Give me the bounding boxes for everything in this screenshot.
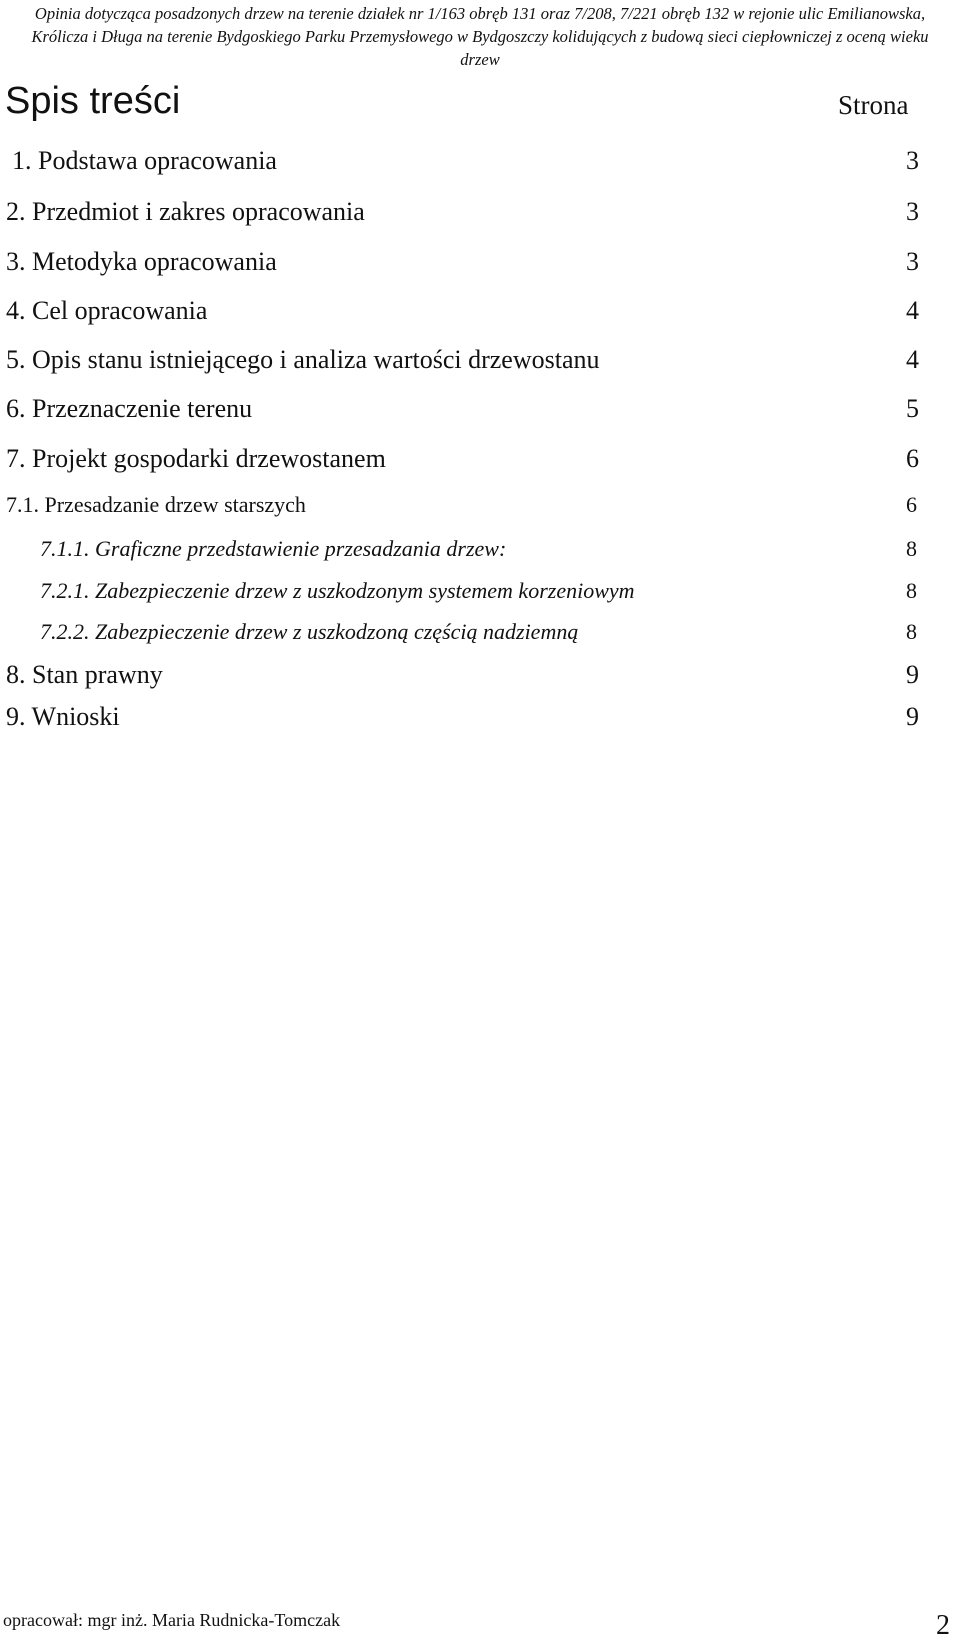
toc-entry[interactable] [0, 442, 960, 478]
toc-entry-page: 5 [906, 394, 919, 423]
page-column-label: Strona [838, 90, 909, 120]
toc-entry-label: 5. Opis stanu istniejącego i analiza wartości drzewostanu [6, 345, 600, 374]
header-line-3: drzew [460, 50, 500, 69]
toc-entry-label: 4. Cel opracowania [6, 296, 208, 325]
toc-entry-label: 6. Przeznaczenie terenu [6, 394, 253, 423]
toc-entry-page: 6 [906, 492, 917, 517]
toc-entry-page: 8 [906, 619, 917, 644]
page-number: 2 [936, 1610, 950, 1641]
toc-entry-label: 7.2.2. Zabezpieczenie drzew z uszkodzoną częścią nadziemną [40, 619, 579, 644]
toc-entry-page: 3 [906, 197, 919, 226]
toc-entry-label: 1. Podstawa opracowania [12, 146, 277, 175]
toc-entry[interactable] [0, 700, 960, 736]
toc-entry-page: 8 [906, 578, 917, 603]
toc-entry-label: 9. Wnioski [6, 702, 120, 731]
toc-entry[interactable] [0, 343, 960, 379]
toc-entry[interactable] [0, 534, 960, 570]
footer-author: opracował: mgr inż. Maria Rudnicka-Tomczak [3, 1610, 341, 1630]
toc-entry[interactable] [0, 195, 960, 231]
toc-entry[interactable] [0, 245, 960, 281]
toc-entry-label: 7.2.1. Zabezpieczenie drzew z uszkodzonym systemem korzeniowym [40, 578, 635, 603]
toc-entry[interactable] [0, 576, 960, 612]
toc-entry[interactable] [0, 617, 960, 653]
header-line-2: Królicza i Długa na terenie Bydgoskiego Parku Przemysłowego w Bydgoszczy kolidujących z budową sieci ciepłowniczej z oceną wieku [31, 27, 929, 46]
toc-entry[interactable] [0, 658, 960, 694]
toc-entry[interactable] [0, 490, 960, 526]
toc-entry-label: 3. Metodyka opracowania [6, 247, 277, 276]
document-header [0, 0, 960, 71]
toc-entry-page: 6 [906, 444, 919, 473]
toc-entry-page: 8 [906, 536, 917, 561]
toc-entry-page: 9 [906, 702, 919, 731]
toc-entry[interactable] [0, 144, 960, 180]
toc-entry-label: 2. Przedmiot i zakres opracowania [6, 197, 365, 226]
toc-entry[interactable] [0, 392, 960, 428]
toc-entry-page: 9 [906, 660, 919, 689]
toc-entry-page: 3 [906, 146, 919, 175]
toc-entry-label: 7. Projekt gospodarki drzewostanem [6, 444, 386, 473]
toc-entry[interactable] [0, 294, 960, 330]
toc-entry-label: 8. Stan prawny [6, 660, 163, 689]
toc-entry-page: 3 [906, 247, 919, 276]
header-line-1: Opinia dotycząca posadzonych drzew na terenie działek nr 1/163 obręb 131 oraz 7/208, 7/221 obręb 132 w rejonie ulic Emilianowska, [34, 4, 926, 23]
toc-entry-page: 4 [906, 345, 919, 374]
toc-entry-label: 7.1.1. Graficzne przedstawienie przesadzania drzew: [40, 536, 507, 561]
toc-entry-page: 4 [906, 296, 919, 325]
toc-title: Spis treści [5, 80, 181, 122]
toc-entry-label: 7.1. Przesadzanie drzew starszych [6, 492, 306, 517]
